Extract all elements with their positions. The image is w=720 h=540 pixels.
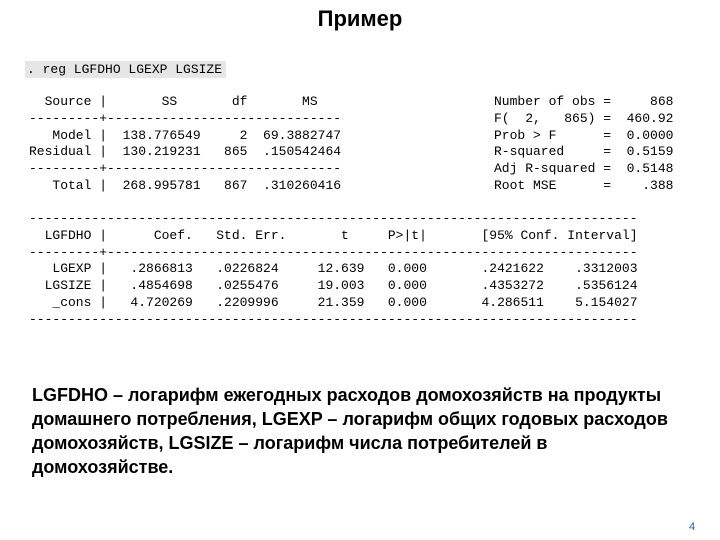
anova-table: Source | SS df MS ---------+------------------------------ Model | 138.776549 2 69.3882747 Residual | 130.219231 865 .150542464 ---------+------------------------------ Total | 268.995781 867 .310260416 bbox=[29, 94, 342, 193]
coefficients-table: ------------------------------------------------------------------------------ LGFDHO | Coef. Std. Err. t P>|t| [95% Conf. Interval] ---------+-------------------------------------------------------------------- LGEXP | .2866813 .0226824 12.639 0.000 .2421622 .3312003 LGSIZE | .4854698 .0255476 19.003 0.000 .4353272 .5356124 _cons | 4.720269 .2209996 21.359 0.000 4.286511 5.154027 ------------------------------------------------------------------------------ bbox=[29, 211, 638, 327]
stata-command: . reg LGFDHO LGEXP LGSIZE bbox=[25, 61, 226, 78]
model-statistics: Number of obs = 868 F( 2, 865) = 460.92 Prob > F = 0.0000 R-squared = 0.5159 Adj R-squared = 0.5148 Root MSE = .388 bbox=[494, 94, 674, 193]
page-number: 4 bbox=[689, 521, 696, 533]
variable-description: LGFDHO – логарифм ежегодных расходов домохозяйств на продукты домашнего потребления, LGEXP – логарифм общих годовых расходов домохозяйств, LGSIZE – логарифм числа потребителей в домохозяйстве. bbox=[32, 385, 668, 477]
slide-title: Пример bbox=[317, 6, 403, 31]
